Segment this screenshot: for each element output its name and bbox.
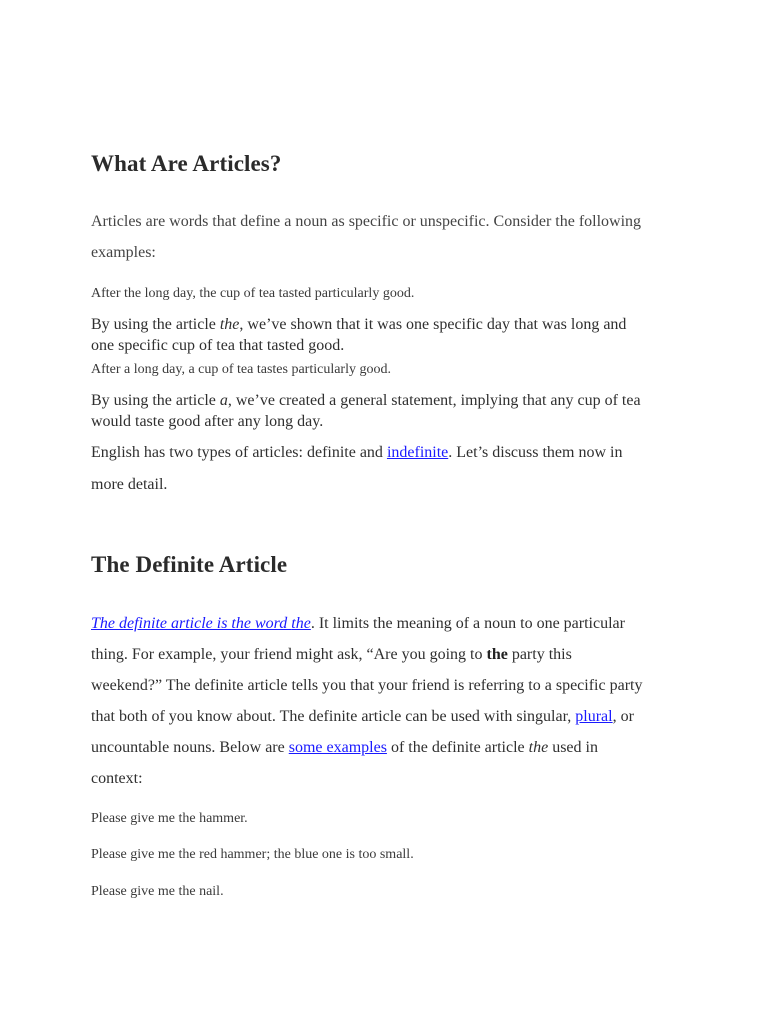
article-word-the: the bbox=[528, 739, 549, 756]
definite-para-text: party this bbox=[507, 646, 572, 663]
explanation-definite-line2: one specific cup of tea that tasted good. bbox=[91, 337, 345, 354]
explanation-text: By using the article bbox=[91, 392, 220, 409]
definite-para-line1 bbox=[91, 615, 625, 633]
definite-para-text: used in bbox=[548, 739, 598, 756]
definite-article-link-text: The definite article is the word bbox=[91, 615, 292, 632]
article-types-line1 bbox=[91, 444, 622, 462]
article-types-text: English has two types of articles: definite and bbox=[91, 444, 387, 461]
definite-para-line6: context: bbox=[91, 770, 143, 787]
definite-para-text: that both of you know about. The definite article can be used with singular, bbox=[91, 708, 576, 725]
article-types-line2: more detail. bbox=[91, 476, 168, 493]
definite-article-link-word: the bbox=[291, 615, 311, 632]
plural-link[interactable]: plural bbox=[575, 708, 613, 725]
explanation-indefinite-line2: would taste good after any long day. bbox=[91, 413, 324, 430]
example-nail: Please give me the nail. bbox=[91, 884, 224, 899]
intro-text-line1: Articles are words that define a noun as specific or unspecific. Consider the following bbox=[91, 213, 642, 230]
explanation-text: , we’ve shown that it was one specific day that was long and bbox=[239, 316, 627, 333]
intro-text-line2: examples: bbox=[91, 244, 156, 261]
definite-para-line2 bbox=[91, 646, 572, 664]
definite-para-text: uncountable nouns. Below are bbox=[91, 739, 289, 756]
article-word-a: a bbox=[219, 392, 228, 409]
bold-word-the: the bbox=[486, 646, 508, 663]
explanation-text: , we’ve created a general statement, implying that any cup of tea bbox=[227, 392, 641, 409]
indefinite-link[interactable]: indefinite bbox=[386, 444, 449, 461]
definite-para-text: . It limits the meaning of a noun to one particular bbox=[310, 615, 625, 632]
example-red-hammer: Please give me the red hammer; the blue one is too small. bbox=[91, 847, 414, 862]
section-heading-what-are-articles: What Are Articles? bbox=[91, 151, 282, 176]
example-sentence-indefinite: After a long day, a cup of tea tastes particularly good. bbox=[91, 362, 391, 377]
explanation-definite-line1 bbox=[91, 316, 626, 334]
definite-para-line3: weekend?” The definite article tells you that your friend is referring to a specific party bbox=[91, 677, 643, 694]
article-word-the: the bbox=[219, 316, 240, 333]
definite-para-line4 bbox=[91, 708, 634, 726]
explanation-text: By using the article bbox=[91, 316, 220, 333]
article-types-text: . Let’s discuss them now in bbox=[448, 444, 623, 461]
definite-para-text: , or bbox=[612, 708, 634, 725]
definite-para-text: of the definite article bbox=[386, 739, 529, 756]
section-heading-definite-article: The Definite Article bbox=[91, 552, 288, 577]
definite-article-link[interactable] bbox=[91, 615, 311, 632]
example-sentence-definite: After the long day, the cup of tea tasted particularly good. bbox=[91, 286, 415, 301]
example-hammer: Please give me the hammer. bbox=[91, 811, 248, 826]
explanation-indefinite-line1 bbox=[91, 392, 641, 410]
definite-para-text: thing. For example, your friend might ask, “Are you going to bbox=[91, 646, 487, 663]
some-examples-link[interactable]: some examples bbox=[288, 739, 387, 756]
definite-para-line5 bbox=[91, 739, 598, 757]
